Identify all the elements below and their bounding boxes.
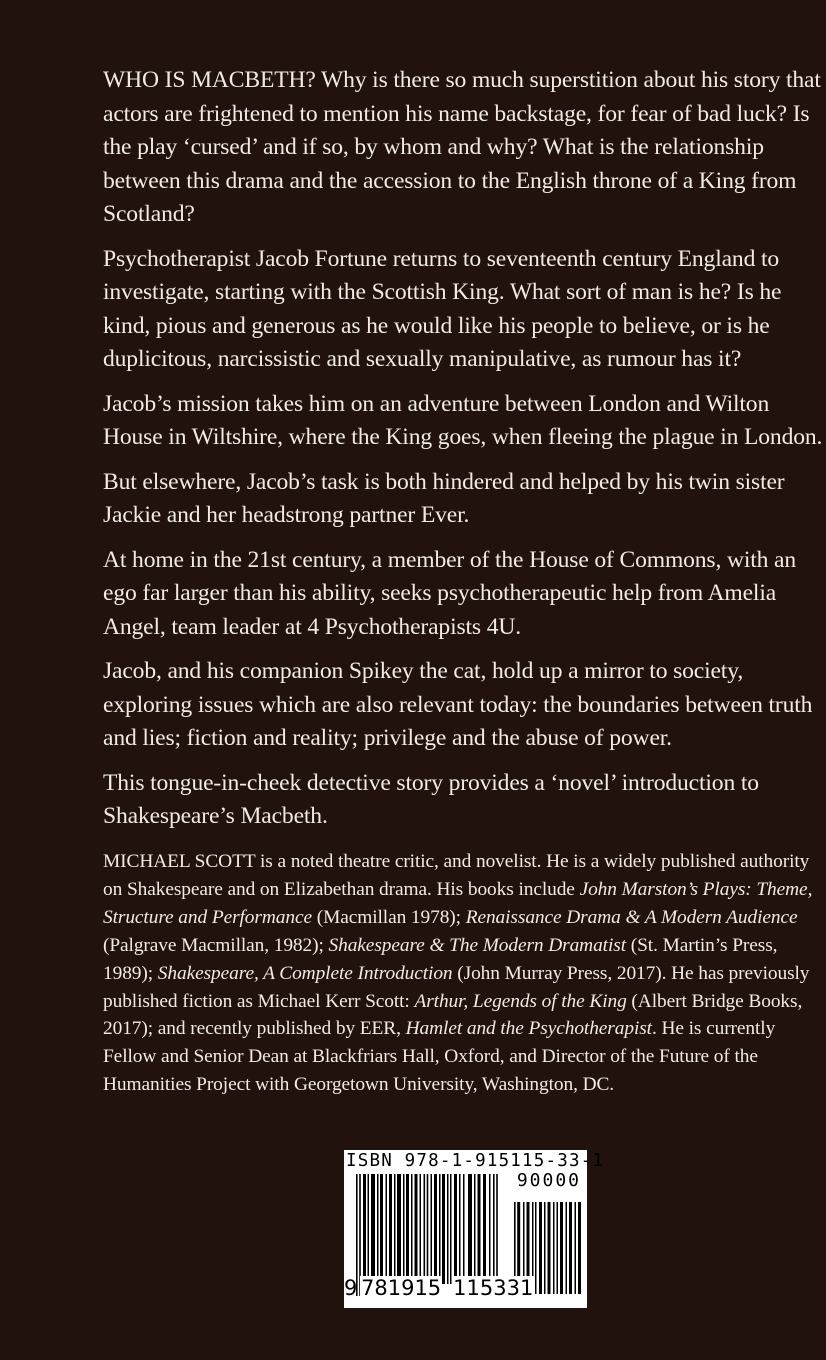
blurb-paragraph-7: This tongue-in-cheek detective story provides a ‘novel’ introduction to Shakespeare’s Macbeth. xyxy=(103,769,759,829)
price-addon-code: 90000 xyxy=(516,1170,581,1191)
book-title: Hamlet and the Psychotherapist xyxy=(405,1018,652,1040)
blurb-paragraph-5: At home in the 21st century, a member of the House of Commons, with an ego far larger than his ability, seeks psychotherapeutic help from Amelia Angel, team leader at 4 Psychotherapists 4U. xyxy=(103,546,797,640)
author-bio-paragraph xyxy=(103,848,825,1099)
book-title: Arthur, Legends of the King xyxy=(414,990,627,1012)
blurb-paragraph-3: Jacob’s mission takes him on an adventure between London and Wilton House in Wiltshire, where the King goes, when fleeing the plague in London. xyxy=(103,390,823,450)
bio-segment: (St. Martin’s Press, 1989); xyxy=(103,934,778,984)
blurb-paragraph-2: Psychotherapist Jacob Fortune returns to seventeenth century England to investigate, starting with the Scottish King. What sort of man is he? Is he kind, pious and generous as he would like his people to believe, or is he duplicitous, narcissistic and sexually manipulative, as rumour has it? xyxy=(103,245,782,372)
blurb-paragraph-1: WHO IS MACBETH? Why is there so much superstition about his story that actors are frightened to mention his name backstage, for fear of bad luck? Is the play ‘cursed’ and if so, by whom and why? What is the relationship between this drama and the accession to the English throne of a King from Scotland? xyxy=(103,67,821,227)
blurb-paragraph-4: But elsewhere, Jacob’s task is both hindered and helped by his twin sister Jackie and her headstrong partner Ever. xyxy=(103,468,785,528)
bio-segment: (Macmillan 1978); xyxy=(311,906,466,928)
bio-segment: (John Murray Press, 2017). He has previously published fiction as Michael Kerr Scott: xyxy=(103,962,810,1012)
isbn-label: ISBN 978-1-915115-33-1 xyxy=(346,1151,605,1171)
barcode-digit-group-1: 781915 xyxy=(361,1276,442,1300)
isbn-barcode xyxy=(344,1150,605,1308)
bio-segment: (Palgrave Macmillan, 1982); xyxy=(103,934,329,956)
blurb-paragraph-6: Jacob, and his companion Spikey the cat, hold up a mirror to society, exploring issues which are also relevant today: the boundaries between truth and lies; fiction and reality; privilege and the abuse of power. xyxy=(103,658,813,751)
book-title: Shakespeare & The Modern Dramatist xyxy=(328,934,626,956)
book-title: John Marston’s Plays: Theme, Structure and Performance xyxy=(103,878,813,928)
author-bio xyxy=(103,848,825,1099)
barcode-digits xyxy=(344,1274,534,1302)
book-title: Shakespeare, A Complete Introduction xyxy=(157,962,453,984)
bio-segment: (Albert Bridge Books, 2017); and recently published by EER, xyxy=(103,990,803,1040)
barcode-lead-digit: 9 xyxy=(344,1276,358,1300)
bio-segment: . He is currently Fellow and Senior Dean at Blackfriars Hall, Oxford, and Director of the Future of the Humanities Project with Georgetown University, Washington, DC. xyxy=(103,1018,776,1096)
cover-blurb xyxy=(103,64,825,845)
barcode-digit-group-2: 115331 xyxy=(453,1276,534,1300)
book-title: Renaissance Drama & A Modern Audience xyxy=(465,906,798,928)
bio-segment: MICHAEL SCOTT is a noted theatre critic, and novelist. He is a widely published authority on Shakespeare and on Elizabethan drama. His books include xyxy=(103,851,810,900)
